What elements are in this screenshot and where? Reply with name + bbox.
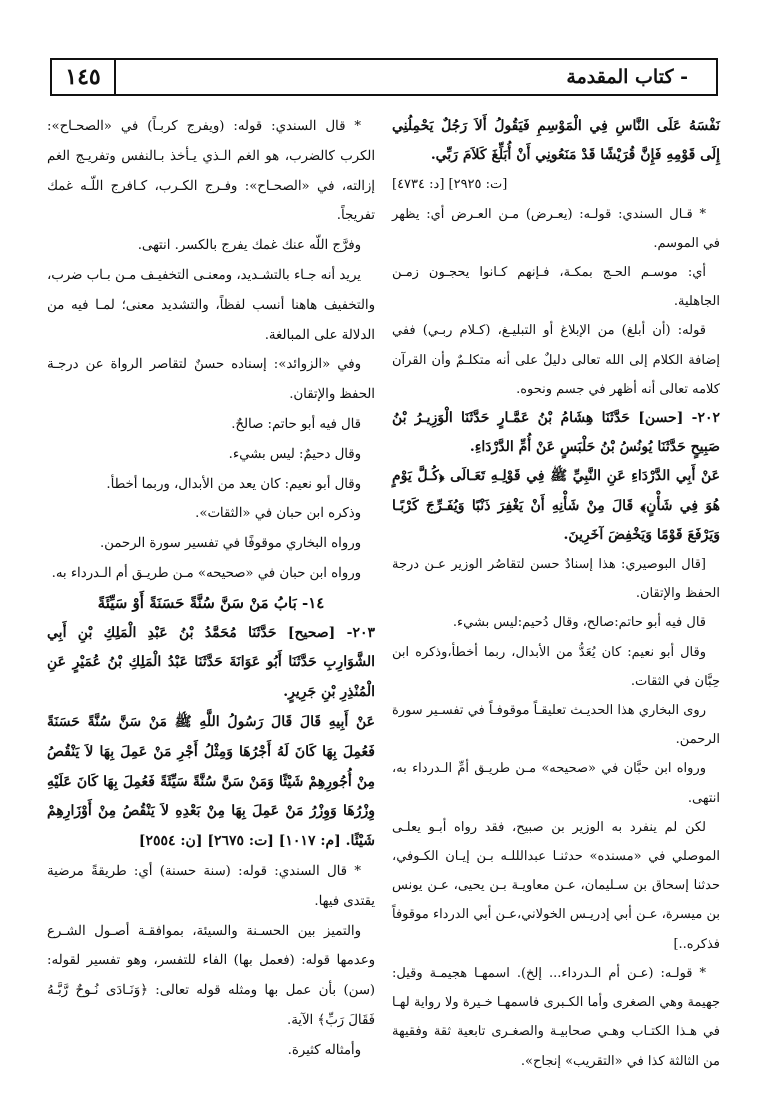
chapter-title: - كتاب المقدمة [566, 66, 688, 88]
left-column-paragraph: ١٤- بَابُ مَنْ سَنَّ سُنَّةً حَسَنَةً أَوْ سَيِّئَةً [97, 593, 325, 612]
right-column-paragraph: وقال أبو نعيم: كان يُعَدُّ من الأبدال، ربما أخطأ،وذكره ابن حِبَّان في الثقات. [392, 644, 720, 689]
right-text-column [392, 112, 720, 1076]
page-number: ١٤٥ [52, 60, 116, 94]
page-header [50, 58, 718, 96]
left-column-paragraph: وفي «الزوائد»: إسناده حسنٌ لتقاصر الرواة عن درجـة الحفظ والإتقان. [47, 357, 375, 403]
left-column-paragraph: ورواه ابن حبان في «صحيحه» مـن طريـق أم الـدرداء به. [51, 565, 361, 581]
left-column-paragraph: يريد أنه جـاء بالتشـديد، ومعنـى التخفيـف مـن بـاب ضرب، والتخفيف هاهنا أنسب لفظاً، والتشديد معنى؛ لمـا فيه من الدلالة على المبالغة. [47, 267, 375, 343]
left-column-paragraph: والتميز بين الحسـنة والسيئة، بموافقـة أصـول الشـرع وعدمها قوله: (فعمل بها) الفاء للتفسر، وهو تفسير لقوله: (سن) بأن عمل بها ومثله قوله تعالى: ﴿وَنَـادَى نُـوحٌ رَّبَّـهُ فَقَالَ رَبِّ﴾ الآية. [47, 923, 375, 1028]
left-column-paragraph: ورواه البخاري موقوفًا في تفسير سورة الرحمن. [99, 536, 361, 552]
left-column-paragraph: عَنْ أَبِيهِ قَالَ قَالَ رَسُولُ اللَّهِ ﷺ مَنْ سَنَّ سُنَّةً حَسَنَةً فَعُمِلَ بِهَا كَانَ لَهُ أَجْرُهَا وَمِثْلُ أَجْرِ مَنْ عَمِلَ بِهَا لاَ يَنْقُصُ مِنْ أُجُورِهِمْ شَيْئًا وَمَنْ سَنَّ سُنَّةً سَيِّئَةً فَعُمِلَ بِهَا كَانَ عَلَيْهِ وِزْرُهَا وَوِزْرُ مَنْ عَمِلَ بِهَا مِنْ بَعْدِهِ لاَ يَنْقُصُ مِنْ أَوْزَارِهِمْ شَيْئًا. [م: ١٠١٧] [ت: ٢٦٧٥] [ن: ٢٥٥٤] [47, 713, 375, 850]
left-column-paragraph: قال فيه أبو حاتم: صالحٌ. [231, 416, 361, 432]
right-column-paragraph: نَفْسَهُ عَلَى النَّاسِ فِي الْمَوْسِمِ فَيَقُولُ أَلاَ رَجُلٌ يَحْمِلُنِي إِلَى قَوْمِهِ فَإِنَّ قُرَيْشًا قَدْ مَنَعُونِي أَنْ أُبَلِّغَ كَلاَمَ رَبِّي. [392, 118, 720, 164]
left-column-paragraph: وقال أبو نعيم: كان يعد من الأبدال، وربما أخطأ. [106, 476, 361, 492]
left-column-paragraph: وفرَّج اللّه عنك غمك يفرج بالكسر. انتهى. [137, 238, 361, 254]
right-column-paragraph: روى البخاري هذا الحديـث تعليقـاً موقوفـاً في تفسـير سورة الرحمن. [392, 703, 720, 748]
right-column-paragraph: عَنْ أَبِي الدَّرْدَاءِ عَنِ النَّبِيِّ ﷺ فِي قَوْلِـهِ تَعَـالَى ﴿كُـلَّ يَوْمٍ هُوَ فِي شَأْنٍ﴾ قَالَ مِنْ شَأْنِهِ أَنْ يَغْفِرَ ذَنْبًا وَيُفَـرِّجَ كَرْبًـا وَيَرْفَعَ قَوْمًا وَيَخْفِضَ آخَرِينَ. [392, 468, 720, 543]
right-column-paragraph: ورواه ابن حبَّان في «صحيحه» مـن طريـق أمِّ الـدرداء به، انتهى. [392, 761, 720, 806]
right-column-paragraph: قال فيه أبو حاتم:صالح، وقال دُحيم:ليس بشيء. [452, 615, 706, 631]
left-text-column [47, 112, 375, 1066]
left-column-paragraph: * قال السندي: قوله: (ويفرج كربـاً) في «الصحـاح»: الكرب كالضرب، هو الغم الـذي يـأخذ بـالنفس وتفريـج الغم إزالته، في «الصحـاح»: وفـرج الكـرب، كـافرج اللّـه غمك تفريجاً. [47, 119, 375, 224]
right-column-paragraph: قوله: (أن أبلغ) من الإبلاغ أو التبليـغ، (كـلام ربـي) ففي إضافة الكلام إلى الله تعالى دليلٌ على أنه متكلـمٌ وأن القرآن كلامه تعالى أنه أظهر في جسم ونحوه. [392, 323, 720, 397]
left-column-paragraph: وقال دحيمٌ: ليس بشيء. [228, 446, 361, 462]
right-column-paragraph: لكن لم ينفرد به الوزير بن صبيح، فقد رواه أبـو يعلـى الموصلي في «مسنده» حدثنـا عبدالللـه بـن إيـان الكـوفي، حدثنا إسحاق بن سـليمان، عـن معاويـة بـن يحيى، عـن يونس بن ميسرة، عـن أبي إدريـس الخولاني،عـن أبي الدرداء موقوفاً فذكره..] [392, 819, 720, 952]
left-column-paragraph: وذكره ابن حبان في «الثقات». [195, 506, 361, 522]
right-column-paragraph: * قولـه: (عـن أم الـدرداء... إلخ). اسمهـا هجيمـة وقيل: جهيمة وهي الصغرى وأما الكـبرى فاسمهـا خـيرة ولا رواية لهـا في هـذا الكتـاب وهـي صحابيـة والصغـرى تابعية ثقة وفقيهة من الثالثة كذا في «التقريب» إنجاح». [392, 965, 720, 1069]
right-column-paragraph: [ت: ٢٩٢٥] [د: ٤٧٣٤] [392, 177, 508, 193]
right-column-paragraph: ٢٠٢- [حسن] حَدَّثَنَا هِشَامُ بْنُ عَمَّـارٍ حَدَّثَنَا الْوَزِيـرُ بْنُ صَبِيحٍ حَدَّثَنَا يُونُسُ بْنُ حَلْبَسٍ عَنْ أُمِّ الدَّرْدَاءِ. [392, 410, 720, 456]
right-column-paragraph: أي: موسـم الحـج بمكـة، فـإنهم كـانوا يحجـون زمـن الجاهلية. [392, 265, 720, 310]
left-column-paragraph: ٢٠٣- [صحيح] حَدَّثَنَا مُحَمَّدُ بْنُ عَبْدِ الْمَلِكِ بْنِ أَبِي الشَّوَارِبِ حَدَّثَنَا أَبُو عَوَانَةَ حَدَّثَنَا عَبْدُ الْمَلِكِ بْنُ عُمَيْرٍ عَنِ الْمُنْذِرِ بْنِ جَرِيرٍ. [47, 624, 375, 701]
right-column-paragraph: [قال البوصيري: هذا إسنادٌ حسن لتقاصُر الوزير عـن درجة الحفظ والإتقان. [392, 557, 720, 602]
left-column-paragraph: وأمثاله كثيرة. [287, 1042, 361, 1058]
right-column-paragraph: * قـال السندي: قولـه: (يعـرض) مـن العـرض أي: يظهر في الموسم. [392, 206, 720, 251]
left-column-paragraph: * قال السندي: قوله: (سنة حسنة) أي: طريقةً مرضية يقتدى فيها. [47, 863, 375, 909]
